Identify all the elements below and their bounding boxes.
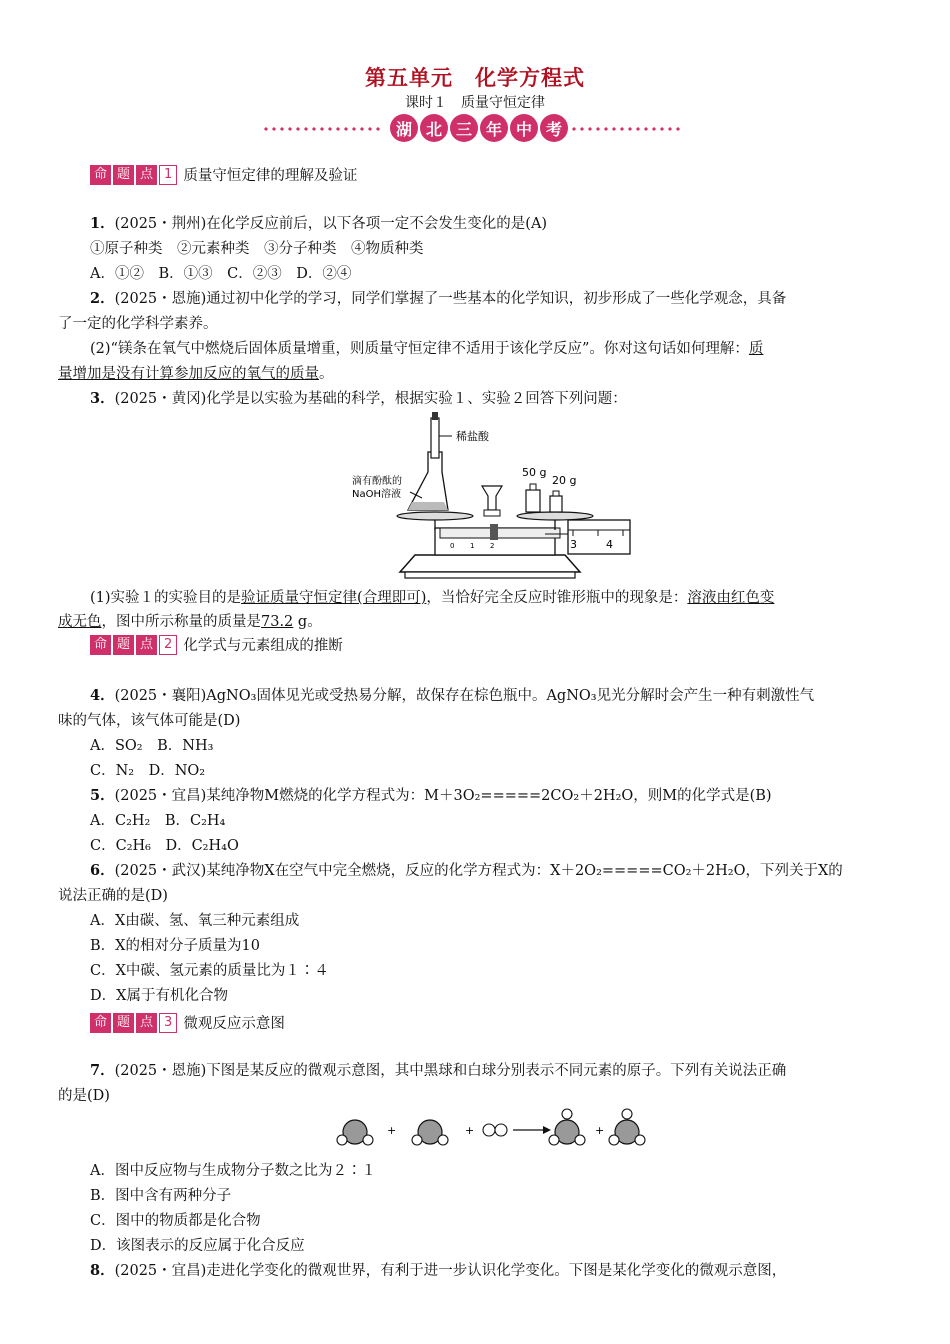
answer-text: 73.2 — [261, 614, 294, 630]
question-number: 7． — [90, 1062, 115, 1079]
balance-foot — [405, 572, 575, 578]
banner-dots-right — [562, 127, 682, 131]
q1-stem — [90, 214, 547, 234]
q6-option: A．X由碳、氢、氧三种元素组成 — [90, 913, 300, 929]
beam-tick-label: 1 — [470, 542, 475, 550]
topic-label: 质量守恒定律的理解及验证 — [183, 168, 358, 184]
flask-solution — [408, 502, 448, 510]
q3-answer-line2 — [58, 612, 322, 632]
label-solution-1: 滴有酚酞的 — [352, 476, 402, 487]
banner-char: 三 — [450, 114, 478, 142]
q7-option: D．该图表示的反应属于化合反应 — [90, 1238, 305, 1254]
q6-stem-cont: 说法正确的是(D) — [58, 888, 168, 904]
q6-option: D．X属于有机化合物 — [90, 988, 228, 1004]
balance-base — [400, 555, 580, 572]
molecule-reactant-2 — [412, 1120, 448, 1145]
topic-number: 1 — [159, 165, 177, 185]
small-beaker — [482, 486, 502, 510]
label-50g: 50 g — [522, 466, 547, 479]
balance-beam — [440, 528, 560, 538]
topic-tag-char: 命 — [90, 635, 111, 655]
molecule-reactant-1 — [337, 1120, 373, 1145]
q6-stem — [90, 861, 843, 881]
banner-char: 考 — [540, 114, 568, 142]
q7-option: C．图中的物质都是化合物 — [90, 1213, 261, 1229]
banner-dots-left — [262, 127, 382, 131]
topic-tag-char: 点 — [136, 165, 157, 185]
topic-label: 化学式与元素组成的推断 — [183, 638, 343, 654]
answer-text: 成无色 — [58, 614, 102, 630]
question-text: g。 — [297, 614, 322, 630]
question-number: 6． — [90, 862, 115, 879]
question-text: (2025・宜昌)某纯净物M燃烧的化学方程式为：M＋3O₂=====2CO₂＋2H₂O，则M的化学式是(B) — [114, 788, 772, 804]
section-banner — [262, 114, 682, 144]
topic-tag-char: 命 — [90, 1013, 111, 1033]
answer-text: 溶液由红色变 — [687, 590, 775, 606]
q2-sub-line2 — [58, 364, 334, 384]
topic-number: 2 — [159, 635, 177, 655]
q6-option: C．X中碳、氢元素的质量比为１∶４ — [90, 963, 329, 979]
q7-option: B．图中含有两种分子 — [90, 1188, 232, 1204]
question-text: 。 — [319, 366, 334, 382]
q5-options-2: C．C₂H₆ D．C₂H₄O — [90, 838, 239, 854]
q1-options: A．①② B．①③ C．②③ D．②④ — [90, 266, 352, 282]
q8-stem — [90, 1261, 786, 1281]
question-text: (2025・黄冈)化学是以实验为基础的科学，根据实验１、实验２回答下列问题： — [114, 391, 627, 407]
q4-options-2: C．N₂ D．NO₂ — [90, 763, 206, 779]
topic-tag-char: 点 — [136, 635, 157, 655]
topic-tag — [90, 635, 179, 655]
answer-text: 质 — [748, 341, 764, 357]
banner-char: 湖 — [390, 114, 418, 142]
q7-stem-cont: 的是(D) — [58, 1088, 110, 1104]
q2-stem — [90, 289, 786, 309]
molecule-product-1 — [549, 1109, 585, 1145]
topic-tag-char: 题 — [113, 1013, 134, 1033]
question-number: 2． — [90, 290, 115, 307]
question-number: 3． — [90, 390, 115, 407]
balance-experiment-figure — [340, 410, 640, 582]
dropper-tube — [431, 418, 439, 458]
topic-tag-char: 点 — [136, 1013, 157, 1033]
conical-flask — [408, 452, 448, 510]
q4-options-1: A．SO₂ B．NH₃ — [90, 738, 214, 754]
scale-tick-label: 4 — [606, 538, 613, 551]
question-number: 1． — [90, 215, 115, 232]
q4-stem — [90, 686, 814, 706]
beam-tick-label: 2 — [490, 542, 495, 550]
q3-stem — [90, 389, 627, 409]
question-text: (2025・荆州)在化学反应前后，以下各项一定不会发生变化的是(A) — [114, 216, 548, 232]
page-subtitle: 课时１ 质量守恒定律 — [405, 95, 545, 111]
q2-stem-cont: 了一定的化学科学素养。 — [58, 316, 218, 332]
micro-reaction-diagram — [335, 1102, 655, 1152]
plus-sign: + — [465, 1124, 475, 1137]
question-text: (2025・恩施)下图是某反应的微观示意图，其中黑球和白球分别表示不同元素的原子。下列有关说法正确 — [114, 1063, 787, 1079]
rider-scale-inset — [568, 520, 630, 554]
topic-tag-char: 题 — [113, 165, 134, 185]
label-solution-2: NaOH溶液 — [352, 489, 401, 500]
banner-chars — [390, 114, 568, 142]
q3-answer-line1 — [90, 588, 774, 608]
page-title: 第五单元 化学方程式 — [365, 65, 585, 90]
weight-20g — [550, 496, 562, 512]
q5-stem — [90, 786, 772, 806]
question-text: (2025・襄阳)AgNO₃固体见光或受热易分解，故保存在棕色瓶中。AgNO₃见光分解时会产生一种有刺激性气 — [114, 688, 815, 704]
q2-sub-line1 — [90, 339, 763, 359]
reaction-arrow-icon — [513, 1126, 551, 1134]
plus-sign: + — [387, 1124, 397, 1137]
label-20g: 20 g — [552, 474, 577, 487]
topic-label: 微观反应示意图 — [183, 1016, 285, 1032]
banner-char: 年 — [480, 114, 508, 142]
topic-heading-1 — [90, 164, 357, 185]
q4-stem-cont: 味的气体，该气体可能是(D) — [58, 713, 241, 729]
question-text: (2)“镁条在氧气中燃烧后固体质量增重，则质量守恒定律不适用于该化学反应”。你对这句话如何理解： — [90, 341, 749, 357]
question-number: 4． — [90, 687, 115, 704]
question-text: (2025・武汉)某纯净物X在空气中完全燃烧，反应的化学方程式为：X＋2O₂=====CO₂＋2H₂O，下列关于X的 — [114, 863, 843, 879]
beam-tick-label: 0 — [450, 542, 455, 550]
topic-number: 3 — [159, 1013, 177, 1033]
question-text: ，图中所示称量的质量是 — [101, 614, 261, 630]
label-acid: 稀盐酸 — [456, 430, 489, 443]
rider-weight — [490, 524, 498, 540]
topic-tag-char: 题 — [113, 635, 134, 655]
question-text: (1)实验１的实验目的是 — [90, 590, 242, 606]
q7-option: A．图中反应物与生成物分子数之比为２∶１ — [90, 1163, 376, 1179]
answer-text: 验证质量守恒定律(合理即可) — [241, 590, 427, 606]
answer-text: 量增加是没有计算参加反应的氧气的质量 — [58, 366, 319, 382]
q6-option: B．X的相对分子质量为10 — [90, 938, 260, 954]
question-text: (2025・宜昌)走进化学变化的微观世界，有利于进一步认识化学变化。下图是某化学变化的微观示意图， — [114, 1263, 787, 1279]
topic-heading-2 — [90, 634, 343, 655]
scale-tick-label: 3 — [570, 538, 577, 551]
banner-char: 北 — [420, 114, 448, 142]
question-text: ，当恰好完全反应时锥形瓶中的现象是： — [426, 590, 688, 606]
topic-tag — [90, 1013, 179, 1033]
topic-tag-char: 命 — [90, 165, 111, 185]
banner-char: 中 — [510, 114, 538, 142]
q7-stem — [90, 1061, 786, 1081]
question-number: 5． — [90, 787, 115, 804]
q5-options-1: A．C₂H₂ B．C₂H₄ — [90, 813, 226, 829]
plus-sign: + — [595, 1124, 605, 1137]
topic-tag — [90, 165, 179, 185]
molecule-product-2 — [609, 1109, 645, 1145]
topic-heading-3 — [90, 1012, 285, 1033]
right-pan — [517, 512, 593, 520]
question-text: (2025・恩施)通过初中化学的学习，同学们掌握了一些基本的化学知识，初步形成了一些化学观念，具备 — [114, 291, 787, 307]
question-number: 8． — [90, 1262, 115, 1279]
q1-items: ①原子种类 ②元素种类 ③分子种类 ④物质种类 — [90, 241, 424, 257]
molecule-reactant-3 — [483, 1124, 507, 1136]
weight-50g — [526, 490, 540, 512]
left-pan — [397, 512, 473, 520]
dropper-bulb — [432, 412, 438, 420]
